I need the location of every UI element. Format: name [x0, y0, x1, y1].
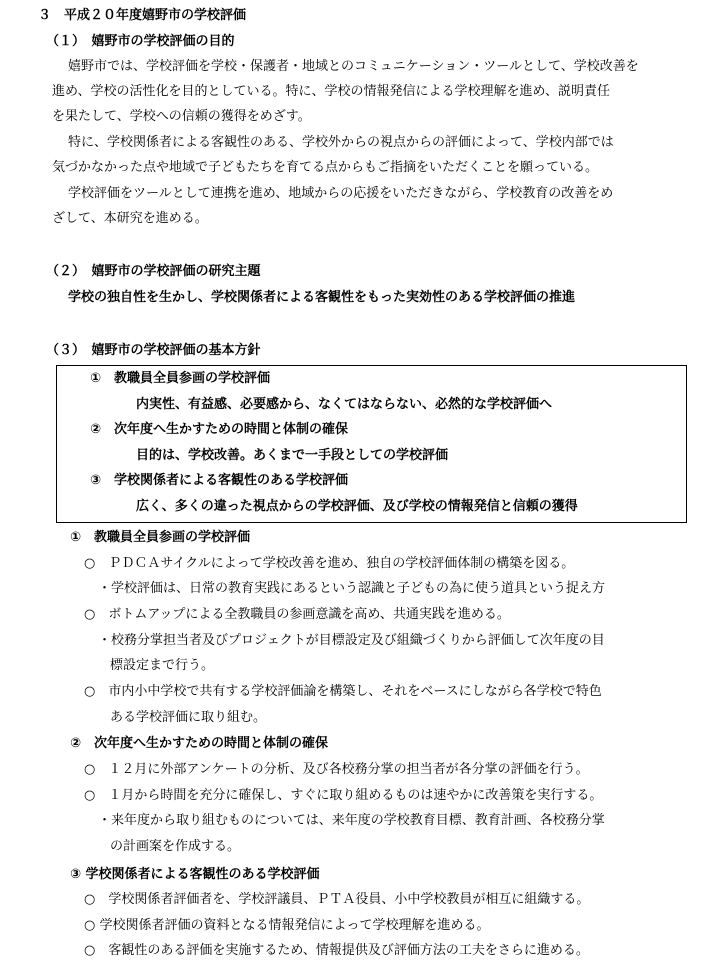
policy-title-3: ③ 学校関係者による客観性のある学校評価 [70, 867, 320, 882]
policy-line: ・学校評価は、日常の教育実践にあるという認識と子どもの為に使う道具という捉え方 [98, 581, 606, 596]
policy-box-detail: 内実性、有益感、必要感から、なくてはならない、必然的な学校評価へ [136, 397, 553, 412]
policy-line: ある学校評価に取り組む。 [110, 710, 267, 725]
policy-line: ○ １２月に外部アンケートの分析、及び各校務分掌の担当者が各分掌の評価を行う。 [84, 762, 589, 777]
paragraph-line: ざして、本研究を進める。 [52, 211, 208, 226]
policy-title-2: ② 次年度へ生かすための時間と体制の確保 [70, 736, 329, 751]
subsection-title-2: （２） 嬉野市の学校評価の研究主題 [46, 264, 261, 279]
policy-box-item: ② 次年度へ生かすための時間と体制の確保 [90, 422, 349, 437]
policy-box-detail: 目的は、学校改善。あくまで一手段としての学校評価 [136, 448, 449, 463]
paragraph-line: 進め、学校の活性化を目的としている。特に、学校の情報発信による学校理解を進め、説明責任 [52, 84, 610, 99]
policy-line: ○ 市内小中学校で共有する学校評価論を構築し、それをベースにしながら各学校で特色 [84, 684, 602, 699]
policy-box-detail: 広く、多くの違った視点からの学校評価、及び学校の情報発信と信頼の獲得 [136, 499, 578, 514]
policy-box-item: ① 教職員全員参画の学校評価 [90, 371, 271, 386]
subsection-title-1: （１） 嬉野市の学校評価の目的 [46, 34, 235, 49]
section-heading: ３ 平成２０年度嬉野市の学校評価 [38, 8, 247, 23]
policy-line: ○ 学校関係者評価者を、学校評議員、ＰＴＡ役員、小中学校教員が相互に組織する。 [84, 892, 590, 907]
policy-box-item: ③ 学校関係者による客観性のある学校評価 [90, 473, 349, 488]
policy-line: ・来年度から取り組むものについては、来年度の学校教育目標、教育計画、各校務分掌 [98, 813, 605, 828]
subsection-title-3: （３） 嬉野市の学校評価の基本方針 [46, 343, 261, 358]
paragraph-line: 嬉野市では、学校評価を学校・保護者・地域とのコミュニケーション・ツールとして、学校改善を [68, 59, 639, 74]
policy-title-1: ① 教職員全員参画の学校評価 [70, 530, 251, 545]
policy-line: ○ １月から時間を充分に確保し、すぐに取り組めるものは速やかに改善策を実行する。 [84, 788, 603, 803]
policy-line: ○ ＰＤＣＡサイクルによって学校改善を進め、独自の学校評価体制の構築を図る。 [84, 556, 575, 571]
paragraph-line: を果たして、学校への信頼の獲得をめざす。 [52, 109, 311, 124]
policy-line: の計画案を作成する。 [110, 839, 241, 854]
policy-line: ・校務分掌担当者及びプロジェクトが目標設定及び組織づくりから評価して次年度の目 [98, 633, 605, 648]
policy-line: ○ ボトムアップによる全教職員の参画意識を高め、共通実践を進める。 [84, 607, 510, 622]
paragraph-line: 学校評価をツールとして連携を進め、地域からの応援をいただきながら、学校教育の改善をめ [68, 186, 614, 201]
policy-line: ○ 客観性のある評価を実施するため、情報提供及び評価方法の工夫をさらに進める。 [84, 943, 589, 958]
paragraph-line: 特に、学校関係者による客観性のある、学校外からの視点からの評価によって、学校内部では [68, 135, 614, 150]
research-theme: 学校の独自性を生かし、学校関係者による客観性をもった実効性のある学校評価の推進 [68, 290, 576, 305]
paragraph-line: 気づかなかった点や地域で子どもたちを育てる点からもご指摘をいただくことを願っている。 [52, 160, 599, 175]
policy-line: ○ 学校関係者評価の資料となる情報発信によって学校理解を進める。 [84, 918, 490, 933]
policy-line: 標設定まで行う。 [110, 658, 215, 673]
